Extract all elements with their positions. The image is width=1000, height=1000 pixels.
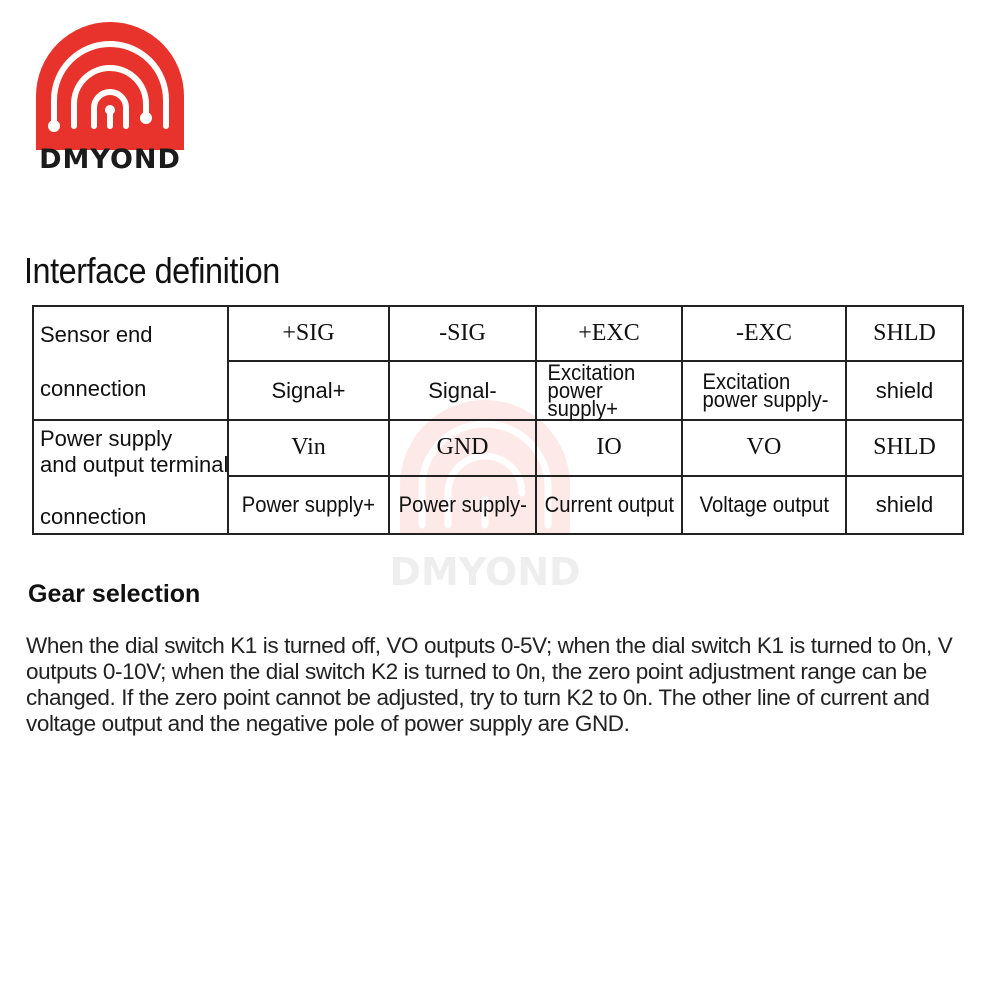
- dmyond-logo: [30, 22, 190, 182]
- pin-code: -EXC: [682, 306, 846, 361]
- power-supply-label-cell: [33, 420, 228, 534]
- gear-selection-heading: Gear selection: [28, 580, 201, 608]
- page-title: Interface definition: [24, 250, 280, 291]
- power-label-line: and output terminal: [40, 452, 229, 477]
- pin-description: Signal-: [389, 361, 536, 420]
- svg-text:DMYOND: DMYOND: [39, 144, 181, 175]
- pin-description: [536, 476, 682, 534]
- pin-code: SHLD: [846, 306, 963, 361]
- pin-description-text: Excitation power supply-: [702, 368, 829, 412]
- pin-code: GND: [389, 420, 536, 476]
- pin-code: -SIG: [389, 306, 536, 361]
- pin-description: Signal+: [228, 361, 389, 420]
- pin-code: VO: [682, 420, 846, 476]
- pin-description: [389, 476, 536, 534]
- pin-description-text: Excitation power supply+: [547, 359, 636, 421]
- pin-description-text: Power supply+: [241, 492, 376, 518]
- table-row: [33, 306, 963, 361]
- power-label-line: connection: [40, 504, 147, 529]
- pin-description: shield: [846, 476, 963, 534]
- pin-code: IO: [536, 420, 682, 476]
- pin-code: SHLD: [846, 420, 963, 476]
- sensor-end-label-cell: [33, 306, 228, 420]
- pin-code: +EXC: [536, 306, 682, 361]
- pin-code: Vin: [228, 420, 389, 476]
- pin-description-text: Power supply-: [398, 492, 527, 518]
- pin-code: +SIG: [228, 306, 389, 361]
- pin-description-text: Voltage output: [699, 492, 829, 518]
- table-row: [33, 420, 963, 476]
- pin-description: [228, 476, 389, 534]
- gear-selection-text: When the dial switch K1 is turned off, VO outputs 0-5V; when the dial switch K1 is turned to 0n, V outputs 0-10V; when the dial switch K2 is turned to 0n, the zero point adjustment range can be changed. If the zero point cannot be adjusted, try to turn K2 to 0n. The other line of current and voltage output and the negative pole of power supply are GND.: [26, 633, 953, 736]
- pin-description: [536, 361, 682, 420]
- sensor-label-line: Sensor end: [40, 322, 153, 347]
- svg-text:DMYOND: DMYOND: [389, 550, 581, 594]
- interface-table: [32, 305, 964, 535]
- pin-description-text: Current output: [544, 492, 674, 518]
- pin-description: shield: [846, 361, 963, 420]
- pin-description: [682, 361, 846, 420]
- sensor-label-line: connection: [40, 376, 147, 401]
- power-label-line: Power supply: [40, 426, 173, 451]
- pin-description: [682, 476, 846, 534]
